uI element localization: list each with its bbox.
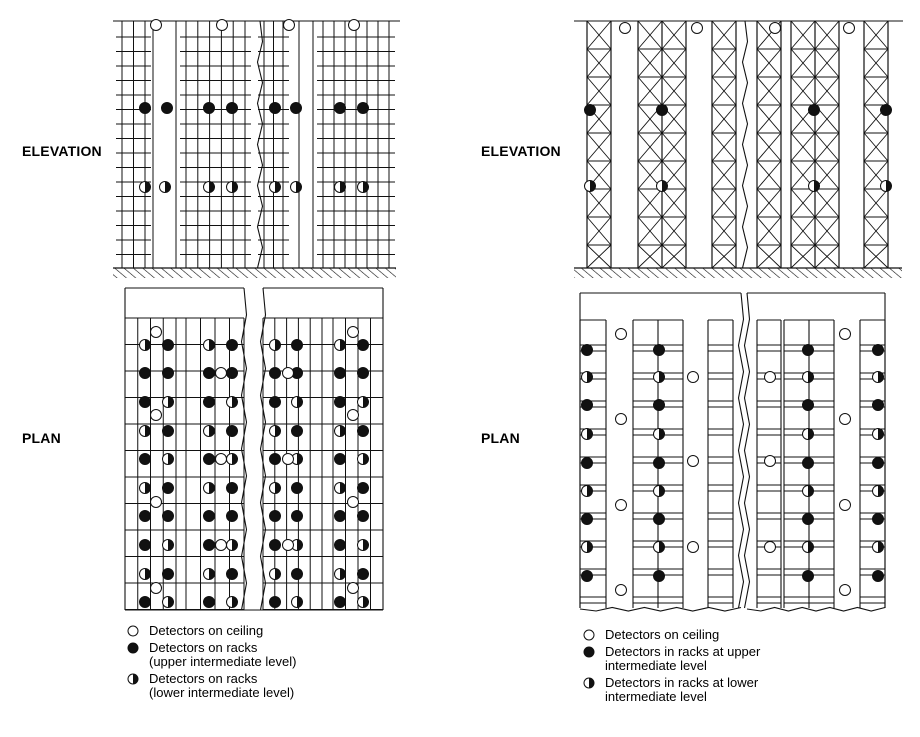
lower-rack-detector-fill xyxy=(340,483,346,494)
upper-rack-detector xyxy=(803,571,814,582)
upper-rack-detector xyxy=(335,103,346,114)
ceiling-detector xyxy=(151,410,162,421)
legend-item-upper xyxy=(124,641,424,669)
upper-rack-detector xyxy=(292,511,303,522)
upper-rack-detector xyxy=(582,514,593,525)
ceiling-detector xyxy=(620,23,631,34)
lower-rack-detector-fill xyxy=(587,429,593,440)
legend-line: (lower intermediate level) xyxy=(149,685,295,700)
upper-rack-detector xyxy=(162,103,173,114)
upper-rack-detector xyxy=(163,426,174,437)
ceiling-detector xyxy=(616,414,627,425)
lower-rack-detector-fill xyxy=(275,483,281,494)
upper-rack-detector xyxy=(204,103,215,114)
ceiling-detector xyxy=(616,500,627,511)
upper-rack-detector xyxy=(270,597,281,608)
upper-rack-detector xyxy=(204,368,215,379)
lower-rack-detector-fill xyxy=(886,181,892,192)
lower-rack-detector-fill xyxy=(363,397,369,408)
upper-rack-detector xyxy=(270,397,281,408)
legend-line: (upper intermediate level) xyxy=(149,654,297,669)
upper-rack-detector xyxy=(582,400,593,411)
upper-rack-detector xyxy=(873,458,884,469)
left-plan-label: PLAN xyxy=(22,430,61,446)
upper-rack-detector xyxy=(292,569,303,580)
upper-rack-detector xyxy=(358,483,369,494)
lower-rack-detector-fill xyxy=(209,569,215,580)
legend-line: intermediate level xyxy=(605,689,707,704)
right-plan-view xyxy=(580,293,885,611)
upper-rack-detector xyxy=(292,426,303,437)
upper-rack-detector xyxy=(582,571,593,582)
upper-rack-detector xyxy=(204,454,215,465)
ceiling-detector xyxy=(217,20,228,31)
lower-rack-detector-fill xyxy=(659,429,665,440)
lower-rack-detector-fill xyxy=(659,542,665,553)
ceiling-detector xyxy=(765,372,776,383)
ceiling-detector xyxy=(348,410,359,421)
upper-rack-detector xyxy=(270,103,281,114)
right-elevation-label: ELEVATION xyxy=(481,143,561,159)
upper-rack-detector xyxy=(204,597,215,608)
left-legend xyxy=(124,624,424,703)
lower-rack-detector-fill xyxy=(878,542,884,553)
upper-rack-detector xyxy=(292,483,303,494)
lower-rack-detector-fill xyxy=(145,426,151,437)
lower-rack-detector-fill xyxy=(662,181,668,192)
right-elevation-view xyxy=(574,21,903,278)
ceiling-detector xyxy=(283,368,294,379)
upper-rack-detector xyxy=(335,540,346,551)
lower-rack-detector-fill xyxy=(145,569,151,580)
lower-rack-detector-fill xyxy=(209,340,215,351)
upper-rack-detector xyxy=(358,569,369,580)
upper-rack-detector xyxy=(227,103,238,114)
lower-rack-detector-fill xyxy=(297,540,303,551)
upper-rack-detector xyxy=(582,458,593,469)
upper-rack-detector xyxy=(335,368,346,379)
left-elevation-view xyxy=(113,20,400,279)
ceiling-detector xyxy=(688,542,699,553)
lower-rack-detector-fill xyxy=(209,426,215,437)
ceiling-detector xyxy=(616,585,627,596)
upper-rack-detector xyxy=(227,368,238,379)
upper-rack-detector xyxy=(335,397,346,408)
lower-rack-detector-fill xyxy=(808,429,814,440)
upper-rack-detector xyxy=(291,103,302,114)
upper-rack-detector xyxy=(657,105,668,116)
upper-rack-detector xyxy=(140,540,151,551)
upper-rack-detector xyxy=(873,571,884,582)
lower-rack-detector-fill xyxy=(165,182,171,193)
lower-rack-detector-fill xyxy=(587,486,593,497)
upper-rack-detector xyxy=(803,514,814,525)
ceiling-detector xyxy=(840,500,851,511)
lower-rack-detector-fill xyxy=(232,397,238,408)
ceiling-detector xyxy=(151,497,162,508)
ceiling-detector xyxy=(840,329,851,340)
upper-rack-detector xyxy=(803,458,814,469)
lower-rack-detector-fill xyxy=(297,597,303,608)
ceiling-detector xyxy=(349,20,360,31)
upper-rack-detector xyxy=(654,571,665,582)
upper-rack-detector xyxy=(227,569,238,580)
lower-rack-detector-fill xyxy=(814,181,820,192)
right-plan-label: PLAN xyxy=(481,430,520,446)
upper-rack-detector xyxy=(358,426,369,437)
upper-rack-detector xyxy=(140,511,151,522)
ceiling-detector xyxy=(765,542,776,553)
legend-item-ceiling xyxy=(124,624,424,638)
lower-rack-detector-fill xyxy=(363,597,369,608)
upper-rack-detector xyxy=(163,340,174,351)
section-break xyxy=(258,21,263,268)
lower-rack-detector-fill xyxy=(297,397,303,408)
lower-rack-detector-fill xyxy=(232,597,238,608)
lower-rack-detector-fill xyxy=(145,340,151,351)
upper-rack-detector xyxy=(270,511,281,522)
lower-rack-detector-fill xyxy=(145,483,151,494)
floor-hatch xyxy=(574,268,902,278)
half-filled-circle-icon xyxy=(583,677,595,689)
ceiling-detector xyxy=(151,20,162,31)
upper-rack-detector xyxy=(270,454,281,465)
upper-rack-detector xyxy=(163,483,174,494)
upper-rack-detector xyxy=(270,368,281,379)
ceiling-detector xyxy=(692,23,703,34)
lower-rack-detector-fill xyxy=(878,429,884,440)
upper-rack-detector xyxy=(227,426,238,437)
section-break xyxy=(739,293,744,608)
legend-item-lower xyxy=(124,672,424,700)
upper-rack-detector xyxy=(654,514,665,525)
upper-rack-detector xyxy=(140,454,151,465)
lower-rack-detector-fill xyxy=(808,486,814,497)
lower-rack-detector-fill xyxy=(590,181,596,192)
ceiling-detector xyxy=(840,414,851,425)
upper-rack-detector xyxy=(335,454,346,465)
upper-rack-detector xyxy=(654,458,665,469)
left-elevation-label: ELEVATION xyxy=(22,143,102,159)
ceiling-detector xyxy=(151,583,162,594)
lower-rack-detector-fill xyxy=(168,540,174,551)
upper-rack-detector xyxy=(358,340,369,351)
legend-line: intermediate level xyxy=(605,658,707,673)
lower-rack-detector-fill xyxy=(340,569,346,580)
upper-rack-detector xyxy=(873,514,884,525)
upper-rack-detector xyxy=(140,397,151,408)
upper-rack-detector xyxy=(204,540,215,551)
ceiling-detector xyxy=(216,454,227,465)
lower-rack-detector-fill xyxy=(340,340,346,351)
ceiling-detector xyxy=(770,23,781,34)
upper-rack-detector xyxy=(809,105,820,116)
upper-rack-detector xyxy=(358,103,369,114)
left-plan-view xyxy=(125,288,383,610)
lower-rack-detector-fill xyxy=(145,182,151,193)
lower-rack-detector-fill xyxy=(878,486,884,497)
lower-rack-detector-fill xyxy=(168,597,174,608)
upper-rack-detector xyxy=(873,345,884,356)
filled-circle-icon xyxy=(583,646,595,658)
upper-rack-detector xyxy=(140,368,151,379)
lower-rack-detector-fill xyxy=(340,426,346,437)
lower-rack-detector-fill xyxy=(168,454,174,465)
lower-rack-detector-fill xyxy=(209,182,215,193)
upper-rack-detector xyxy=(881,105,892,116)
open-circle-icon xyxy=(127,625,139,637)
upper-rack-detector xyxy=(292,340,303,351)
section-break xyxy=(580,608,741,612)
upper-rack-detector xyxy=(803,400,814,411)
lower-rack-detector-fill xyxy=(363,182,369,193)
ceiling-detector xyxy=(216,540,227,551)
upper-rack-detector xyxy=(204,511,215,522)
legend-item-ceiling xyxy=(580,628,900,642)
upper-rack-detector xyxy=(140,597,151,608)
upper-rack-detector xyxy=(335,597,346,608)
upper-rack-detector xyxy=(163,511,174,522)
ceiling-detector xyxy=(688,372,699,383)
half-filled-circle-icon xyxy=(127,673,139,685)
ceiling-detector xyxy=(283,454,294,465)
lower-rack-detector-fill xyxy=(275,569,281,580)
lower-rack-detector-fill xyxy=(209,483,215,494)
lower-rack-detector-fill xyxy=(587,542,593,553)
legend-line: Detectors on racks xyxy=(149,671,258,686)
upper-rack-detector xyxy=(358,368,369,379)
ceiling-detector xyxy=(616,329,627,340)
ceiling-detector xyxy=(284,20,295,31)
ceiling-detector xyxy=(348,583,359,594)
filled-circle-icon xyxy=(127,642,139,654)
lower-rack-detector-fill xyxy=(296,182,302,193)
ceiling-detector xyxy=(688,456,699,467)
lower-rack-detector-fill xyxy=(363,454,369,465)
ceiling-detector xyxy=(283,540,294,551)
legend-line: Detectors in racks at upper xyxy=(605,644,761,659)
legend-line: Detectors on ceiling xyxy=(605,627,720,642)
upper-rack-detector xyxy=(140,103,151,114)
legend-line: Detectors on racks xyxy=(149,640,258,655)
upper-rack-detector xyxy=(163,368,174,379)
upper-rack-detector xyxy=(873,400,884,411)
lower-rack-detector-fill xyxy=(168,397,174,408)
legend-line: Detectors in racks at lower xyxy=(605,675,759,690)
lower-rack-detector-fill xyxy=(232,454,238,465)
upper-rack-detector xyxy=(227,511,238,522)
lower-rack-detector-fill xyxy=(363,540,369,551)
upper-rack-detector xyxy=(163,569,174,580)
lower-rack-detector-fill xyxy=(232,540,238,551)
ceiling-detector xyxy=(765,456,776,467)
upper-rack-detector xyxy=(585,105,596,116)
lower-rack-detector-fill xyxy=(275,426,281,437)
lower-rack-detector-fill xyxy=(275,182,281,193)
ceiling-detector xyxy=(348,327,359,338)
lower-rack-detector-fill xyxy=(808,542,814,553)
floor-hatch xyxy=(113,268,396,278)
upper-rack-detector xyxy=(582,345,593,356)
section-break xyxy=(747,608,885,612)
upper-rack-detector xyxy=(654,400,665,411)
right-legend xyxy=(580,628,900,707)
lower-rack-detector-fill xyxy=(297,454,303,465)
upper-rack-detector xyxy=(358,511,369,522)
legend-item-lower xyxy=(580,676,900,704)
legend-item-upper xyxy=(580,645,900,673)
ceiling-detector xyxy=(151,327,162,338)
ceiling-detector xyxy=(216,368,227,379)
section-break xyxy=(743,21,748,268)
upper-rack-detector xyxy=(654,345,665,356)
upper-rack-detector xyxy=(227,340,238,351)
ceiling-detector xyxy=(844,23,855,34)
lower-rack-detector-fill xyxy=(275,340,281,351)
section-break xyxy=(745,293,750,608)
legend-line: Detectors on ceiling xyxy=(149,623,264,638)
ceiling-detector xyxy=(348,497,359,508)
upper-rack-detector xyxy=(227,483,238,494)
upper-rack-detector xyxy=(803,345,814,356)
lower-rack-detector-fill xyxy=(232,182,238,193)
upper-rack-detector xyxy=(270,540,281,551)
ceiling-detector xyxy=(840,585,851,596)
open-circle-icon xyxy=(583,629,595,641)
upper-rack-detector xyxy=(335,511,346,522)
upper-rack-detector xyxy=(204,397,215,408)
lower-rack-detector-fill xyxy=(659,486,665,497)
